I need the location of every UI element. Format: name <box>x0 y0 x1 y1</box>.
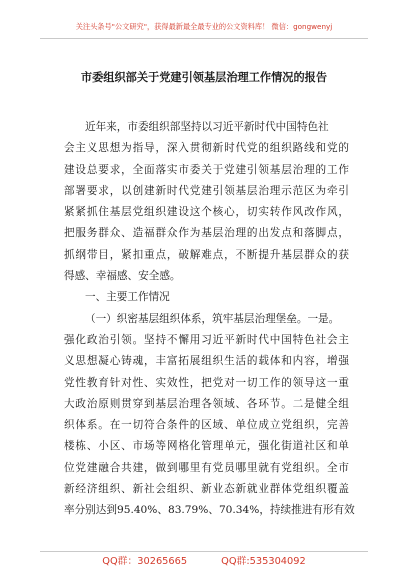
footer-contact <box>0 555 408 569</box>
paragraph-2-line-3: 义思想凝心铸魂，丰富拓展组织生活的载体和内容，增强 <box>64 355 349 368</box>
paragraph-1-line-7: 抓纲带目，紧扣重点，破解难点，不断提升基层群众的获 <box>64 248 349 261</box>
footer-qq-group-1: QQ群：30265665 <box>102 556 188 567</box>
header-banner: 关注头条号"公文研究"，获得最新最全最专业的公文资料库！ 微信：gongwenyj <box>75 22 333 31</box>
document-body <box>64 117 355 522</box>
paragraph-2-line-9: 新经济组织、新社会组织、新业态新就业群体党组织覆盖 <box>64 483 349 496</box>
footer-qq-group-2: QQ群:535304092 <box>221 556 306 567</box>
paragraph-1-line-8: 得感、幸福感、安全感。 <box>64 270 181 283</box>
paragraph-1-line-2: 会主义思想为指导，深入贯彻新时代党的组织路线和党的 <box>64 142 349 155</box>
paragraph-2-line-6: 织体系。在一切符合条件的区域、单位成立党组织，完善 <box>64 419 349 432</box>
paragraph-2-line-1: （一）织密基层组织体系，筑牢基层治理堡垒。一是。 <box>85 312 340 325</box>
paragraph-2-line-5: 大政治原则贯穿到基层治理各领域、各环节。二是健全组 <box>64 397 349 410</box>
paragraph-2-line-8: 位党建融合共建，做到哪里有党员哪里就有党组织。全市 <box>64 461 349 474</box>
paragraph-1-line-3: 建设总要求，全面落实市委关于党建引领基层治理的工作 <box>64 163 349 176</box>
paragraph-1-line-5: 紧紧抓住基层党组织建设这个核心，切实转作风改作风， <box>64 206 349 219</box>
paragraph-1-line-1: 近年来，市委组织部坚持以习近平新时代中国特色社 <box>85 121 329 133</box>
paragraph-2-line-2: 强化政治引领。坚持不懈用习近平新时代中国特色社会主 <box>64 333 349 346</box>
section-heading-1: 一、主要工作情况 <box>85 291 170 304</box>
paragraph-1-line-4: 部署要求，以创建新时代党建引领基层治理示范区为牵引 <box>64 184 349 197</box>
paragraph-2-line-10: 率分别达到95.40%、83.79%、70.34%，持续推进有形有效 <box>64 504 355 517</box>
paragraph-2-line-7: 楼栋、小区、市场等网格化管理单元，强化街道社区和单 <box>64 440 349 453</box>
footer-divider <box>40 551 368 552</box>
document-title: 市委组织部关于党建引领基层治理工作情况的报告 <box>80 71 328 84</box>
paragraph-1-line-6: 把服务群众、造福群众作为基层治理的出发点和落脚点， <box>64 227 349 240</box>
paragraph-2-line-4: 党性教育针对性、实效性，把党对一切工作的领导这一重 <box>64 376 349 389</box>
header-divider <box>40 38 368 39</box>
